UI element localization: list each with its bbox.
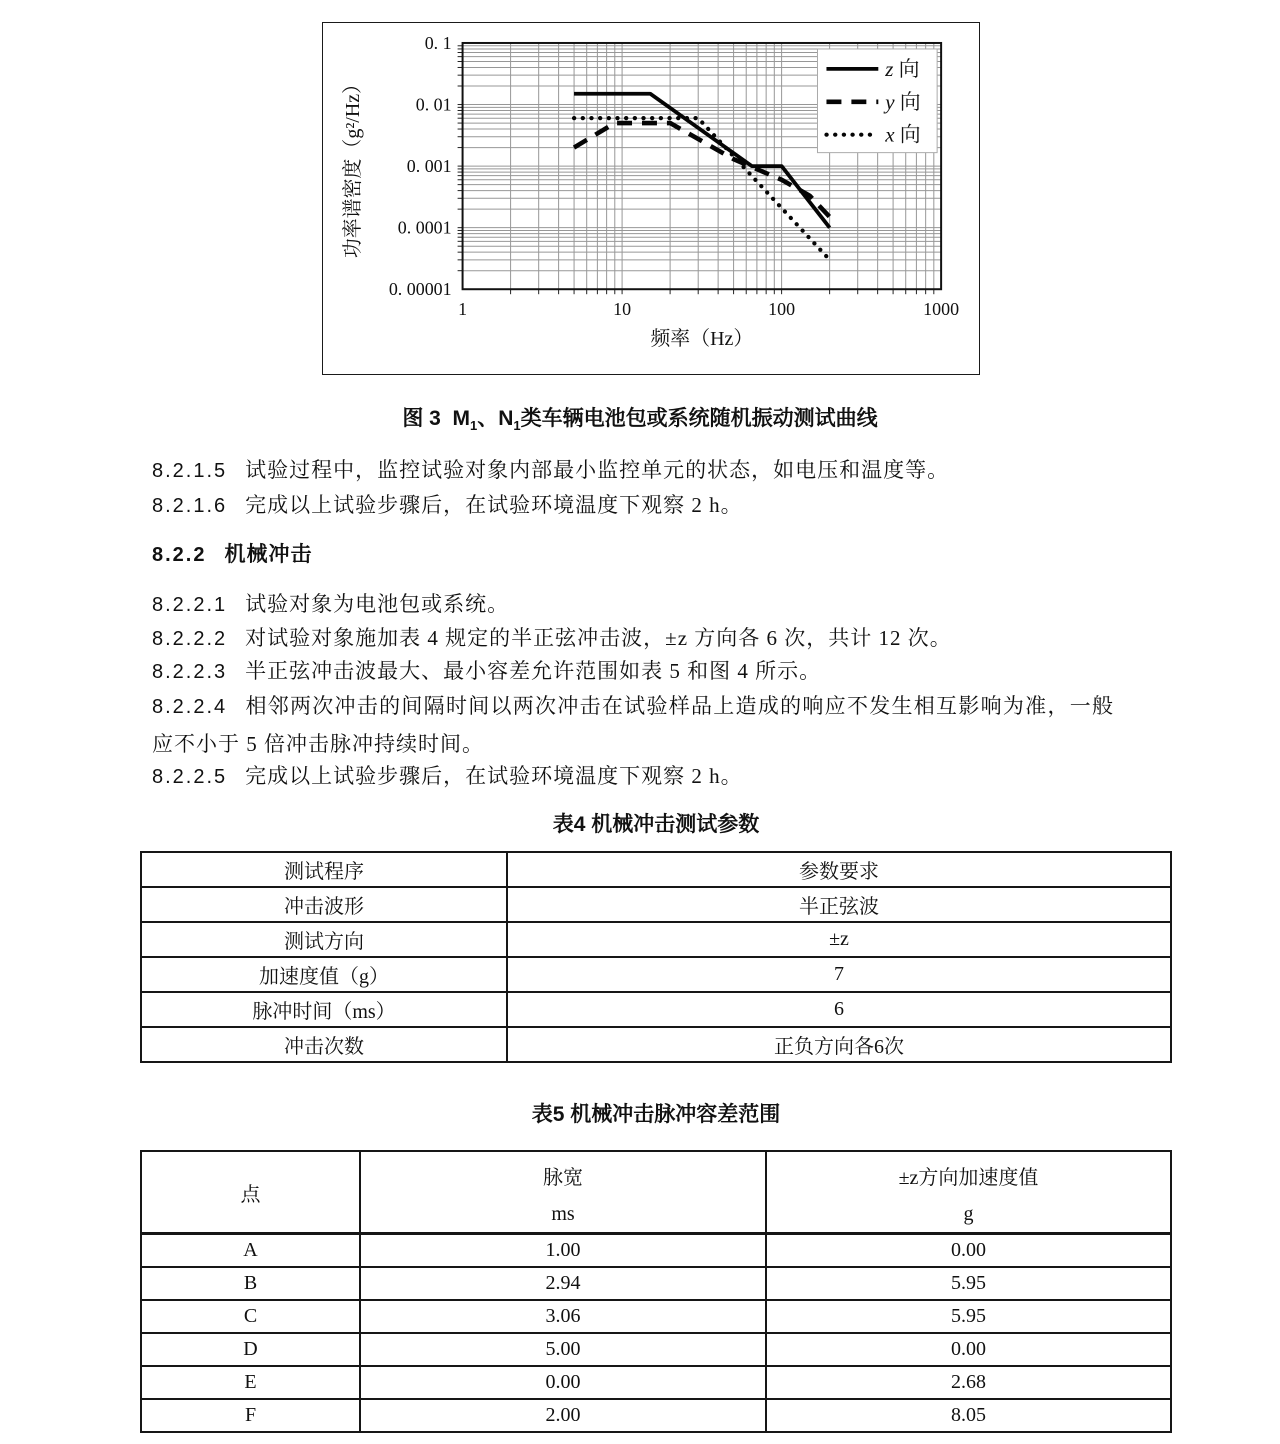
table-row: [142, 1365, 1170, 1398]
x-tick-label: 1: [458, 299, 468, 320]
legend-label: y 向: [885, 89, 921, 114]
table-cell: 6: [834, 998, 844, 1020]
table-cell: D: [142, 1334, 361, 1365]
table-row: [142, 991, 1170, 1026]
table-row: [142, 1233, 1170, 1266]
table-cell: 冲击次数: [142, 1028, 508, 1061]
clause-number: 8.2.2.4: [152, 696, 228, 718]
table-cell: B: [142, 1268, 361, 1299]
clause-text: 相邻两次冲击的间隔时间以两次冲击在试验样品上造成的响应不发生相互影响为准，一般应不小于 5 倍冲击脉冲持续时间。: [152, 694, 1114, 756]
table-row: [142, 1398, 1170, 1431]
table-cell: 2.94: [361, 1268, 767, 1299]
table-row: [142, 1026, 1170, 1061]
figure3-chart-frame: [322, 22, 980, 375]
legend-label: x 向: [885, 122, 921, 147]
table-row: [142, 956, 1170, 991]
table-header-row: [142, 1152, 1170, 1233]
clause-number: 8.2.2: [152, 544, 207, 566]
clause-8-2-2-3: [152, 653, 1114, 691]
table-cell: A: [142, 1235, 361, 1266]
table-row: [142, 886, 1170, 921]
y-tick-label: 0. 001: [406, 156, 452, 177]
table-cell: 8.05: [951, 1404, 986, 1426]
table-cell: C: [142, 1301, 361, 1332]
table-row: [142, 921, 1170, 956]
caption-text: 图 3 M: [402, 407, 471, 430]
caption-text: 、N: [477, 407, 514, 430]
table-cell: 3.06: [361, 1301, 767, 1332]
table-header-cell: [361, 1152, 767, 1232]
table-cell: 半正弦波: [799, 896, 879, 918]
chart-legend: [817, 49, 937, 153]
clause-number: 8.2.2.5: [152, 766, 228, 788]
table-cell: F: [142, 1400, 361, 1431]
table-cell: 0.00: [951, 1338, 986, 1360]
table-row: [142, 853, 1170, 886]
clause-heading-text: 机械冲击: [224, 543, 313, 566]
y-axis-title: 功率谱密度（g²/Hz）: [341, 74, 364, 259]
header-line1: ±z方向加速度值: [898, 1167, 1039, 1189]
table-cell: 5.00: [361, 1334, 767, 1365]
table-cell: 7: [834, 963, 844, 985]
caption-subscript: 1: [513, 418, 521, 434]
clause-text: 试验过程中，监控试验对象内部最小监控单元的状态，如电压和温度等。: [245, 458, 950, 482]
clause-text: 试验对象为电池包或系统。: [245, 592, 510, 616]
legend-label: z 向: [885, 56, 920, 81]
clause-text: 对试验对象施加表 4 规定的半正弦冲击波，±z 方向各 6 次，共计 12 次。: [245, 626, 952, 650]
clause-number: 8.2.1.5: [152, 460, 228, 482]
table-cell: 加速度值（g）: [142, 958, 508, 991]
table-cell: 1.00: [361, 1235, 767, 1266]
clause-number: 8.2.1.6: [152, 495, 228, 517]
header-line2: g: [963, 1203, 974, 1225]
table-cell: ±z: [829, 928, 849, 950]
table-row: [142, 1266, 1170, 1299]
y-tick-label: 0. 0001: [397, 217, 452, 238]
y-tick-label: 0. 1: [424, 32, 452, 53]
caption-text: 类车辆电池包或系统随机振动测试曲线: [520, 407, 878, 430]
clause-number: 8.2.2.2: [152, 628, 228, 650]
table-header-cell: [767, 1152, 1170, 1232]
table5: [140, 1150, 1172, 1433]
header-line1: 脉宽: [543, 1167, 583, 1189]
clause-text: 完成以上试验步骤后，在试验环境温度下观察 2 h。: [245, 493, 743, 517]
table-cell: 正负方向各6次: [774, 1036, 904, 1058]
table-cell: 脉冲时间（ms）: [142, 993, 508, 1026]
table-cell: 0.00: [951, 1239, 986, 1261]
table-cell: 测试程序: [142, 853, 508, 886]
clause-text: 完成以上试验步骤后，在试验环境温度下观察 2 h。: [245, 764, 743, 788]
header-two-line: [899, 1152, 1039, 1232]
header-line2: ms: [551, 1203, 575, 1225]
clause-8-2-1-5: [152, 452, 1114, 490]
clause-number: 8.2.2.1: [152, 594, 228, 616]
clause-number: 8.2.2.3: [152, 661, 228, 683]
table-cell: 2.00: [361, 1400, 767, 1431]
table-cell: 参数要求: [799, 861, 879, 883]
caption-subscript: 1: [470, 418, 478, 434]
clause-heading-8-2-2: [152, 536, 1114, 574]
clause-8-2-2-5: [152, 758, 1114, 796]
table-cell: 2.68: [951, 1371, 986, 1393]
y-tick-label: 0. 00001: [388, 279, 452, 300]
table4-title: 表4 机械冲击测试参数: [552, 813, 760, 836]
figure3-caption: [0, 402, 1280, 433]
clause-8-2-2-1: [152, 586, 1114, 624]
clause-8-2-1-6: [152, 487, 1114, 525]
table-cell: 5.95: [951, 1272, 986, 1294]
table-cell: 测试方向: [142, 923, 508, 956]
clause-text: 半正弦冲击波最大、最小容差允许范围如表 5 和图 4 所示。: [245, 659, 822, 683]
table4: [140, 851, 1172, 1063]
x-axis-title: 频率（Hz）: [650, 328, 754, 351]
table-cell: 0.00: [361, 1367, 767, 1398]
table-row: [142, 1299, 1170, 1332]
clause-8-2-2-4: [152, 688, 1114, 763]
table-cell: 5.95: [951, 1305, 986, 1327]
table-row: [142, 1332, 1170, 1365]
x-tick-label: 10: [613, 299, 632, 320]
table-cell: 冲击波形: [142, 888, 508, 921]
random-vibration-psd-chart: [323, 23, 979, 374]
y-tick-label: 0. 01: [415, 94, 452, 115]
table-cell: E: [142, 1367, 361, 1398]
header-two-line: [543, 1152, 583, 1232]
table5-title: 表5 机械冲击脉冲容差范围: [531, 1103, 781, 1126]
table-header-cell: 点: [142, 1152, 361, 1232]
x-tick-label: 100: [768, 299, 796, 320]
x-tick-label: 1000: [923, 299, 960, 320]
